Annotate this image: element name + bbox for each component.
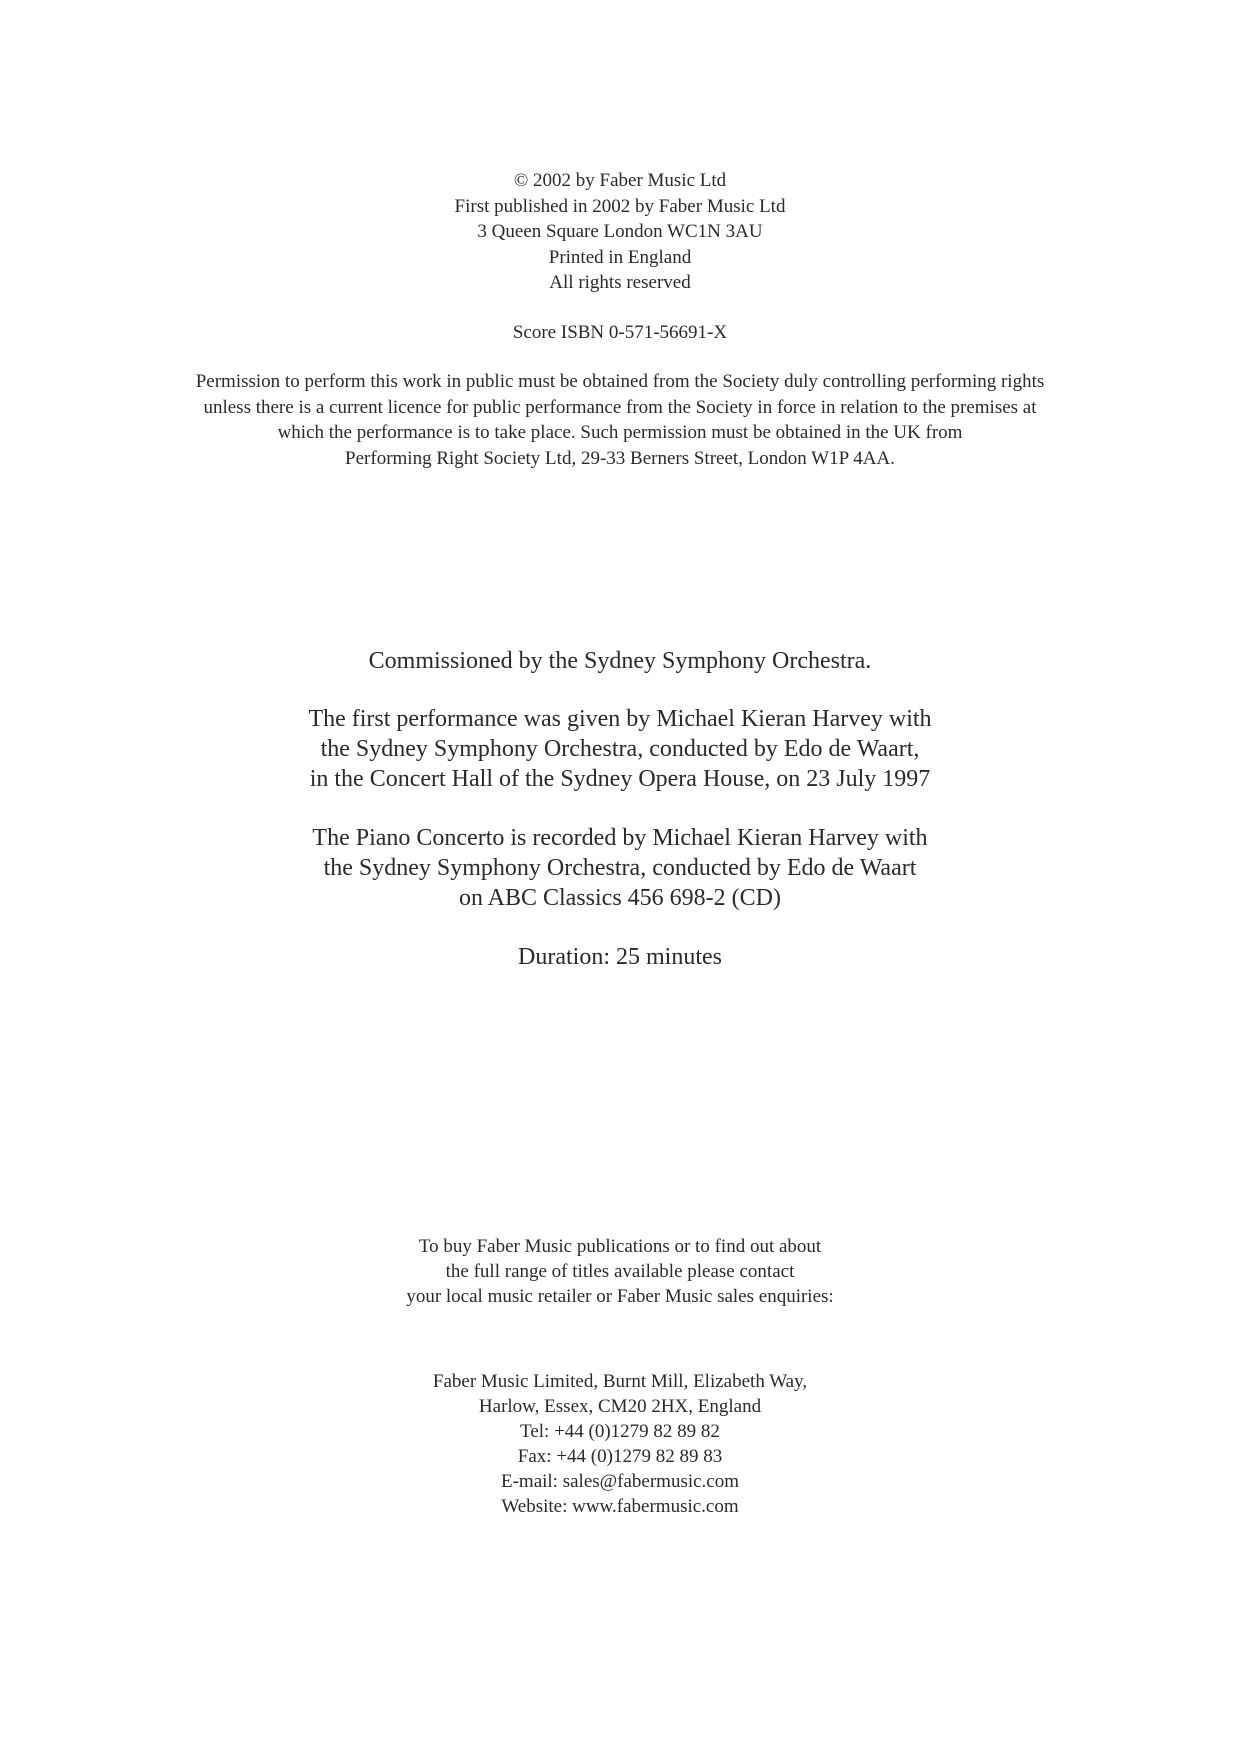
- commission-line: Commissioned by the Sydney Symphony Orchestra.: [368, 648, 872, 674]
- premiere-line: in the Concert Hall of the Sydney Opera House, on 23 July 1997: [309, 766, 931, 792]
- recording-line: the Sydney Symphony Orchestra, conducted by Edo de Waart: [323, 855, 917, 881]
- isbn-line: Score ISBN 0-571-56691-X: [512, 322, 728, 343]
- duration-note: [0, 942, 1240, 972]
- permission-line: unless there is a current licence for public performance from the Society in force in relation to the premises at: [203, 396, 1037, 418]
- first-published-line: First published in 2002 by Faber Music Ltd: [454, 195, 786, 217]
- permission-line: which the performance is to take place. Such permission must be obtained in the UK from: [277, 422, 963, 443]
- sales-line: the full range of titles available please contact: [445, 1261, 795, 1282]
- permission-notice: [0, 369, 1240, 471]
- premiere-line: The first performance was given by Michael Kieran Harvey with: [308, 706, 932, 732]
- premiere-note: [0, 704, 1240, 794]
- permission-line: Performing Right Society Ltd, 29-33 Berners Street, London W1P 4AA.: [345, 447, 895, 469]
- copyright-block: [0, 168, 1240, 296]
- recording-note: [0, 823, 1240, 913]
- contact-phone: Tel: +44 (0)1279 82 89 82: [520, 1421, 720, 1442]
- copyright-line: © 2002 by Faber Music Ltd: [513, 170, 727, 191]
- recording-line: on ABC Classics 456 698-2 (CD): [458, 885, 781, 911]
- contact-address-line: Harlow, Essex, CM20 2HX, England: [478, 1396, 762, 1417]
- premiere-line: the Sydney Symphony Orchestra, conducted by Edo de Waart,: [320, 736, 920, 762]
- rights-reserved-line: All rights reserved: [549, 272, 691, 293]
- contact-email: E-mail: sales@fabermusic.com: [500, 1471, 740, 1492]
- permission-line: Permission to perform this work in public must be obtained from the Society duly controlling performing rights: [195, 371, 1045, 392]
- sales-line: your local music retailer or Faber Music sales enquiries:: [406, 1286, 834, 1307]
- isbn-block: [0, 320, 1240, 345]
- commission-note: [0, 646, 1240, 676]
- contact-details: [0, 1369, 1240, 1519]
- printed-in-line: Printed in England: [548, 246, 692, 268]
- contact-website: Website: www.fabermusic.com: [501, 1496, 739, 1517]
- publisher-address-line: 3 Queen Square London WC1N 3AU: [477, 221, 763, 242]
- recording-line: The Piano Concerto is recorded by Michael Kieran Harvey with: [312, 825, 928, 851]
- duration-line: Duration: 25 minutes: [518, 944, 722, 970]
- sales-line: To buy Faber Music publications or to find out about: [418, 1236, 822, 1257]
- contact-address-line: Faber Music Limited, Burnt Mill, Elizabeth Way,: [432, 1371, 808, 1392]
- sales-info: [0, 1234, 1240, 1309]
- contact-fax: Fax: +44 (0)1279 82 89 83: [517, 1446, 723, 1467]
